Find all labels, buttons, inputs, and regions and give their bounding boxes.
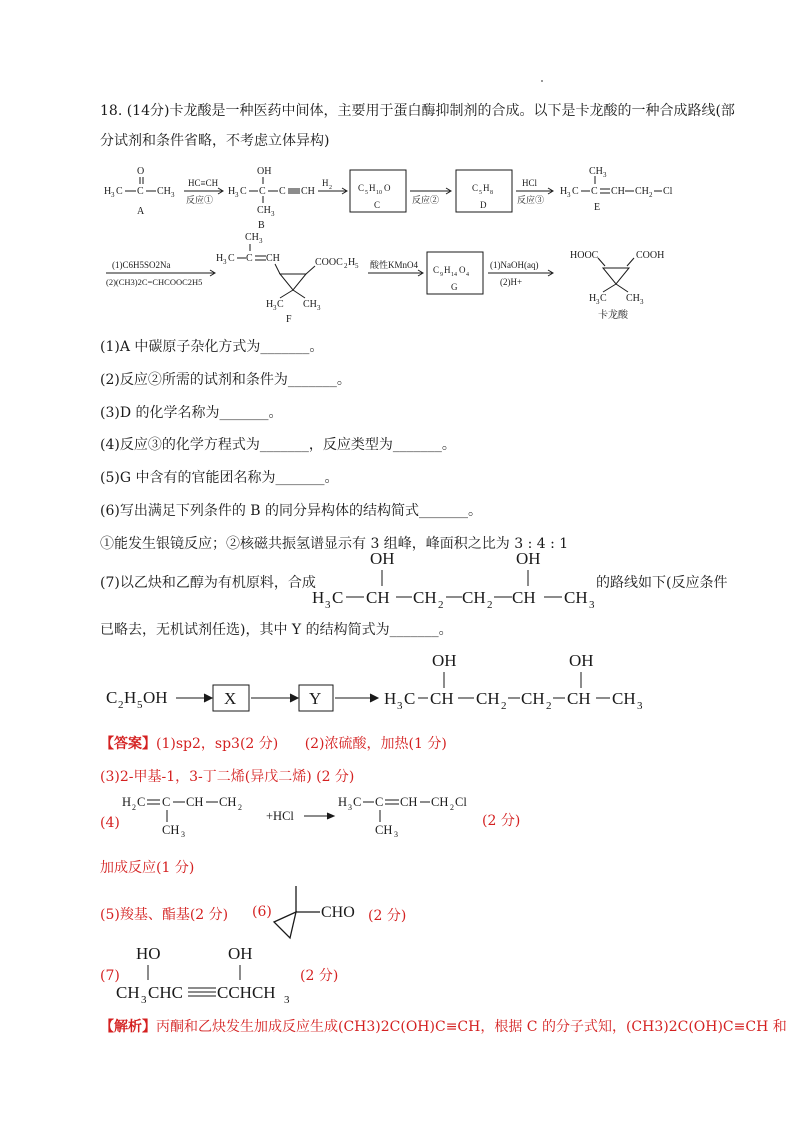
svg-text:OH: OH bbox=[569, 651, 594, 670]
reagent-hcch: HC≡CH bbox=[188, 178, 219, 188]
svg-text:H: H bbox=[369, 183, 376, 193]
svg-text:3: 3 bbox=[567, 191, 571, 199]
svg-text:CH: CH bbox=[157, 186, 171, 197]
svg-text:C: C bbox=[472, 183, 479, 193]
answer-6-group: CHO bbox=[321, 904, 355, 921]
question-2: (2)反应②所需的试剂和条件为_______。 bbox=[100, 372, 351, 388]
svg-text:C: C bbox=[433, 265, 440, 275]
svg-text:CH: CH bbox=[266, 253, 280, 264]
answer-7-score: (2 分) bbox=[300, 968, 339, 984]
svg-text:CH: CH bbox=[430, 689, 454, 708]
question-intro-line2: 分试剂和条件省略，不考虑立体异构) bbox=[100, 133, 330, 149]
label-a: A bbox=[137, 206, 145, 217]
svg-text:3: 3 bbox=[596, 298, 600, 306]
question-6: (6)写出满足下列条件的 B 的同分异构体的结构简式_______。 bbox=[100, 503, 483, 519]
svg-text:CH: CH bbox=[257, 205, 271, 216]
svg-text:3: 3 bbox=[325, 599, 331, 611]
q7-route-diagram bbox=[100, 648, 660, 714]
svg-text:Cl: Cl bbox=[663, 186, 673, 197]
svg-text:CH: CH bbox=[521, 689, 545, 708]
svg-text:H: H bbox=[444, 265, 451, 275]
svg-text:3: 3 bbox=[637, 700, 643, 712]
svg-text:H: H bbox=[122, 795, 132, 809]
svg-text:C: C bbox=[137, 186, 144, 197]
svg-text:4: 4 bbox=[466, 272, 469, 278]
svg-text:CH: CH bbox=[375, 823, 393, 837]
scan-dot bbox=[541, 80, 543, 82]
svg-text:OH: OH bbox=[516, 549, 541, 568]
reaction-3: 反应③ bbox=[517, 195, 545, 205]
svg-text:5: 5 bbox=[479, 190, 482, 196]
svg-text:2: 2 bbox=[501, 700, 507, 712]
svg-text:8: 8 bbox=[490, 190, 493, 196]
label-f: F bbox=[286, 314, 292, 322]
reagent-f2: (2)(CH3)2C=CHCOOC2H5 bbox=[106, 277, 203, 287]
svg-text:H: H bbox=[266, 299, 274, 310]
svg-text:CH: CH bbox=[589, 166, 603, 177]
svg-text:CH: CH bbox=[626, 293, 640, 304]
label-g: G bbox=[451, 282, 458, 292]
svg-text:CH: CH bbox=[567, 689, 591, 708]
svg-text:OH: OH bbox=[257, 166, 272, 177]
svg-text:3: 3 bbox=[603, 171, 607, 179]
svg-text:3: 3 bbox=[271, 210, 275, 218]
svg-text:CH: CH bbox=[476, 689, 500, 708]
svg-text:3: 3 bbox=[259, 237, 263, 245]
svg-text:O: O bbox=[459, 265, 466, 275]
svg-text:OH: OH bbox=[432, 651, 457, 670]
svg-text:2: 2 bbox=[438, 599, 444, 611]
answer-tag: 【答案】 bbox=[100, 736, 156, 752]
svg-text:CH: CH bbox=[219, 795, 237, 809]
oxidant: 酸性KMnO4 bbox=[370, 260, 419, 270]
svg-text:3: 3 bbox=[235, 191, 239, 199]
svg-text:3: 3 bbox=[397, 700, 403, 712]
reagent-h2: H bbox=[322, 178, 329, 188]
answer-3: (3)2-甲基-1，3-丁二烯(异戊二烯) (2 分) bbox=[100, 769, 355, 785]
svg-text:H: H bbox=[483, 183, 490, 193]
svg-text:H: H bbox=[348, 257, 356, 268]
svg-text:COOC: COOC bbox=[315, 257, 343, 268]
svg-text:5: 5 bbox=[137, 699, 143, 711]
svg-text:C: C bbox=[353, 795, 362, 809]
svg-text:C: C bbox=[404, 689, 416, 708]
svg-text:14: 14 bbox=[451, 272, 457, 278]
svg-text:CH: CH bbox=[366, 588, 390, 607]
compound-f bbox=[216, 232, 359, 322]
question-1: (1)A 中碳原子杂化方式为_______。 bbox=[100, 339, 324, 355]
svg-text:H: H bbox=[104, 186, 112, 197]
svg-text:3: 3 bbox=[273, 304, 277, 312]
svg-text:C: C bbox=[591, 186, 598, 197]
compound-e bbox=[560, 166, 673, 213]
answer-4-equation bbox=[118, 790, 478, 840]
answer-2: (2)浓硫酸，加热(1 分) bbox=[304, 736, 447, 752]
compound-b bbox=[228, 166, 315, 231]
question-7-part1: (7)以乙炔和乙醇为有机原料，合成 bbox=[100, 575, 316, 591]
svg-text:C: C bbox=[277, 299, 284, 310]
svg-text:CH: CH bbox=[162, 823, 180, 837]
reagent-hcl: HCl bbox=[522, 178, 538, 188]
svg-text:H: H bbox=[338, 795, 348, 809]
svg-text:C: C bbox=[375, 795, 384, 809]
svg-text:3: 3 bbox=[317, 304, 321, 312]
svg-text:3: 3 bbox=[640, 298, 644, 306]
svg-text:C: C bbox=[600, 293, 607, 304]
svg-text:2: 2 bbox=[649, 191, 653, 199]
svg-text:2: 2 bbox=[450, 803, 454, 812]
svg-text:CH: CH bbox=[245, 232, 259, 243]
svg-text:H: H bbox=[228, 186, 236, 197]
answer-6-structure bbox=[268, 882, 368, 942]
svg-text:3: 3 bbox=[394, 830, 398, 839]
svg-text:CH: CH bbox=[303, 299, 317, 310]
svg-text:OH: OH bbox=[228, 944, 253, 963]
reaction-1: 反应① bbox=[186, 195, 214, 205]
answer-7-label: (7) bbox=[100, 968, 120, 984]
svg-text:CH: CH bbox=[612, 689, 636, 708]
question-3: (3)D 的化学名称为_______。 bbox=[100, 405, 283, 421]
answer-4-label: (4) bbox=[100, 815, 120, 831]
svg-text:2: 2 bbox=[344, 262, 348, 270]
svg-text:HO: HO bbox=[136, 944, 161, 963]
answer-line-1 bbox=[100, 733, 447, 753]
svg-text:CH: CH bbox=[301, 186, 315, 197]
svg-text:5: 5 bbox=[365, 190, 368, 196]
answer-1: (1)sp2，sp3(2 分) bbox=[156, 736, 279, 752]
svg-text:2: 2 bbox=[329, 185, 332, 191]
svg-text:CH: CH bbox=[512, 588, 536, 607]
svg-text:CCHCH: CCHCH bbox=[217, 983, 276, 1002]
svg-text:CH: CH bbox=[564, 588, 588, 607]
svg-text:2: 2 bbox=[118, 699, 124, 711]
svg-text:C: C bbox=[246, 253, 253, 264]
svg-text:3: 3 bbox=[284, 994, 290, 1004]
svg-text:CHC: CHC bbox=[148, 983, 183, 1002]
svg-text:C: C bbox=[106, 688, 118, 707]
hydrolysis-2: (2)H+ bbox=[500, 277, 523, 287]
svg-text:9: 9 bbox=[440, 272, 443, 278]
compound-carboxylic-product bbox=[570, 250, 664, 321]
svg-text:10: 10 bbox=[376, 190, 382, 196]
question-4: (4)反应③的化学方程式为_______，反应类型为_______。 bbox=[100, 437, 456, 453]
analysis-text: 丙酮和乙炔发生加成反应生成(CH3)2C(OH)C≡CH，根据 C 的分子式知，(CH3)2C(OH)C≡CH 和 bbox=[156, 1019, 787, 1035]
svg-text:CH: CH bbox=[431, 795, 449, 809]
label-b: B bbox=[258, 220, 265, 231]
svg-text:3: 3 bbox=[171, 191, 175, 199]
svg-text:C: C bbox=[116, 186, 123, 197]
answer-4-score: (2 分) bbox=[482, 813, 521, 829]
svg-text:H: H bbox=[312, 588, 325, 607]
svg-text:C: C bbox=[228, 253, 235, 264]
svg-text:3: 3 bbox=[348, 803, 352, 812]
answer-4-type: 加成反应(1 分) bbox=[100, 860, 195, 876]
svg-text:CH: CH bbox=[116, 983, 140, 1002]
answer-7-structure bbox=[116, 942, 296, 1004]
svg-text:C: C bbox=[240, 186, 247, 197]
svg-text:HOOC: HOOC bbox=[570, 250, 599, 261]
analysis-tag: 【解析】 bbox=[100, 1019, 156, 1035]
svg-text:3: 3 bbox=[589, 599, 595, 611]
svg-text:CH: CH bbox=[635, 186, 649, 197]
answer-6-score: (2 分) bbox=[368, 908, 407, 924]
svg-text:3: 3 bbox=[223, 258, 227, 266]
synthesis-route-diagram bbox=[100, 162, 700, 322]
svg-text:CH: CH bbox=[400, 795, 418, 809]
box-x: X bbox=[224, 689, 237, 708]
svg-text:2: 2 bbox=[546, 700, 552, 712]
question-5: (5)G 中含有的官能团名称为_______。 bbox=[100, 470, 339, 486]
svg-text:H: H bbox=[216, 253, 224, 264]
svg-text:H: H bbox=[384, 689, 397, 708]
label-e: E bbox=[594, 202, 601, 213]
product-name: 卡龙酸 bbox=[598, 310, 628, 321]
answer-6-label: (6) bbox=[252, 904, 272, 920]
hydrolysis-1: (1)NaOH(aq) bbox=[490, 260, 539, 270]
compound-a bbox=[104, 166, 175, 217]
svg-text:CH: CH bbox=[186, 795, 204, 809]
svg-text:2: 2 bbox=[238, 803, 242, 812]
question-6-condition: ①能发生银镜反应；②核磁共振氢谱显示有 3 组峰，峰面积之比为 3 : 4 : 1 bbox=[100, 536, 569, 552]
svg-text:H: H bbox=[589, 293, 597, 304]
svg-text:C: C bbox=[259, 186, 266, 197]
svg-text:3: 3 bbox=[111, 191, 115, 199]
question-intro-line1: 18. (14分)卡龙酸是一种医药中间体，主要用于蛋白酶抑制剂的合成。以下是卡龙酸的一种合成路线(部 bbox=[100, 103, 735, 119]
reaction-2: 反应② bbox=[412, 195, 440, 205]
svg-text:OH: OH bbox=[143, 688, 168, 707]
label-c: C bbox=[374, 200, 381, 210]
svg-text:C: C bbox=[572, 186, 579, 197]
svg-text:2: 2 bbox=[132, 803, 136, 812]
svg-text:OH: OH bbox=[370, 549, 395, 568]
svg-text:CH: CH bbox=[462, 588, 486, 607]
svg-text:3: 3 bbox=[181, 830, 185, 839]
analysis-line bbox=[100, 1016, 787, 1036]
svg-text:O: O bbox=[137, 166, 145, 177]
svg-text:H: H bbox=[124, 688, 137, 707]
answer-4-plus: +HCl bbox=[266, 809, 294, 823]
svg-text:C: C bbox=[162, 795, 171, 809]
svg-text:CH: CH bbox=[413, 588, 437, 607]
svg-text:O: O bbox=[384, 183, 391, 193]
question-7-part2: 的路线如下(反应条件 bbox=[596, 575, 728, 591]
box-y: Y bbox=[309, 689, 322, 708]
svg-text:COOH: COOH bbox=[636, 250, 665, 261]
svg-text:C: C bbox=[358, 183, 365, 193]
svg-text:CH: CH bbox=[611, 186, 625, 197]
answer-5: (5)羧基、酯基(2 分) bbox=[100, 907, 229, 923]
svg-text:3: 3 bbox=[141, 994, 147, 1004]
svg-text:C: C bbox=[332, 588, 344, 607]
svg-text:H: H bbox=[560, 186, 568, 197]
svg-text:Cl: Cl bbox=[455, 795, 467, 809]
label-d: D bbox=[480, 200, 487, 210]
svg-text:2: 2 bbox=[487, 599, 493, 611]
svg-text:5: 5 bbox=[355, 262, 359, 270]
question-7-line2: 已略去，无机试剂任选)，其中 Y 的结构简式为_______。 bbox=[100, 622, 453, 638]
reagent-f1: (1)C6H5SO2Na bbox=[112, 260, 171, 270]
svg-text:C: C bbox=[137, 795, 146, 809]
target-diol-structure bbox=[312, 546, 602, 612]
svg-text:C: C bbox=[279, 186, 286, 197]
